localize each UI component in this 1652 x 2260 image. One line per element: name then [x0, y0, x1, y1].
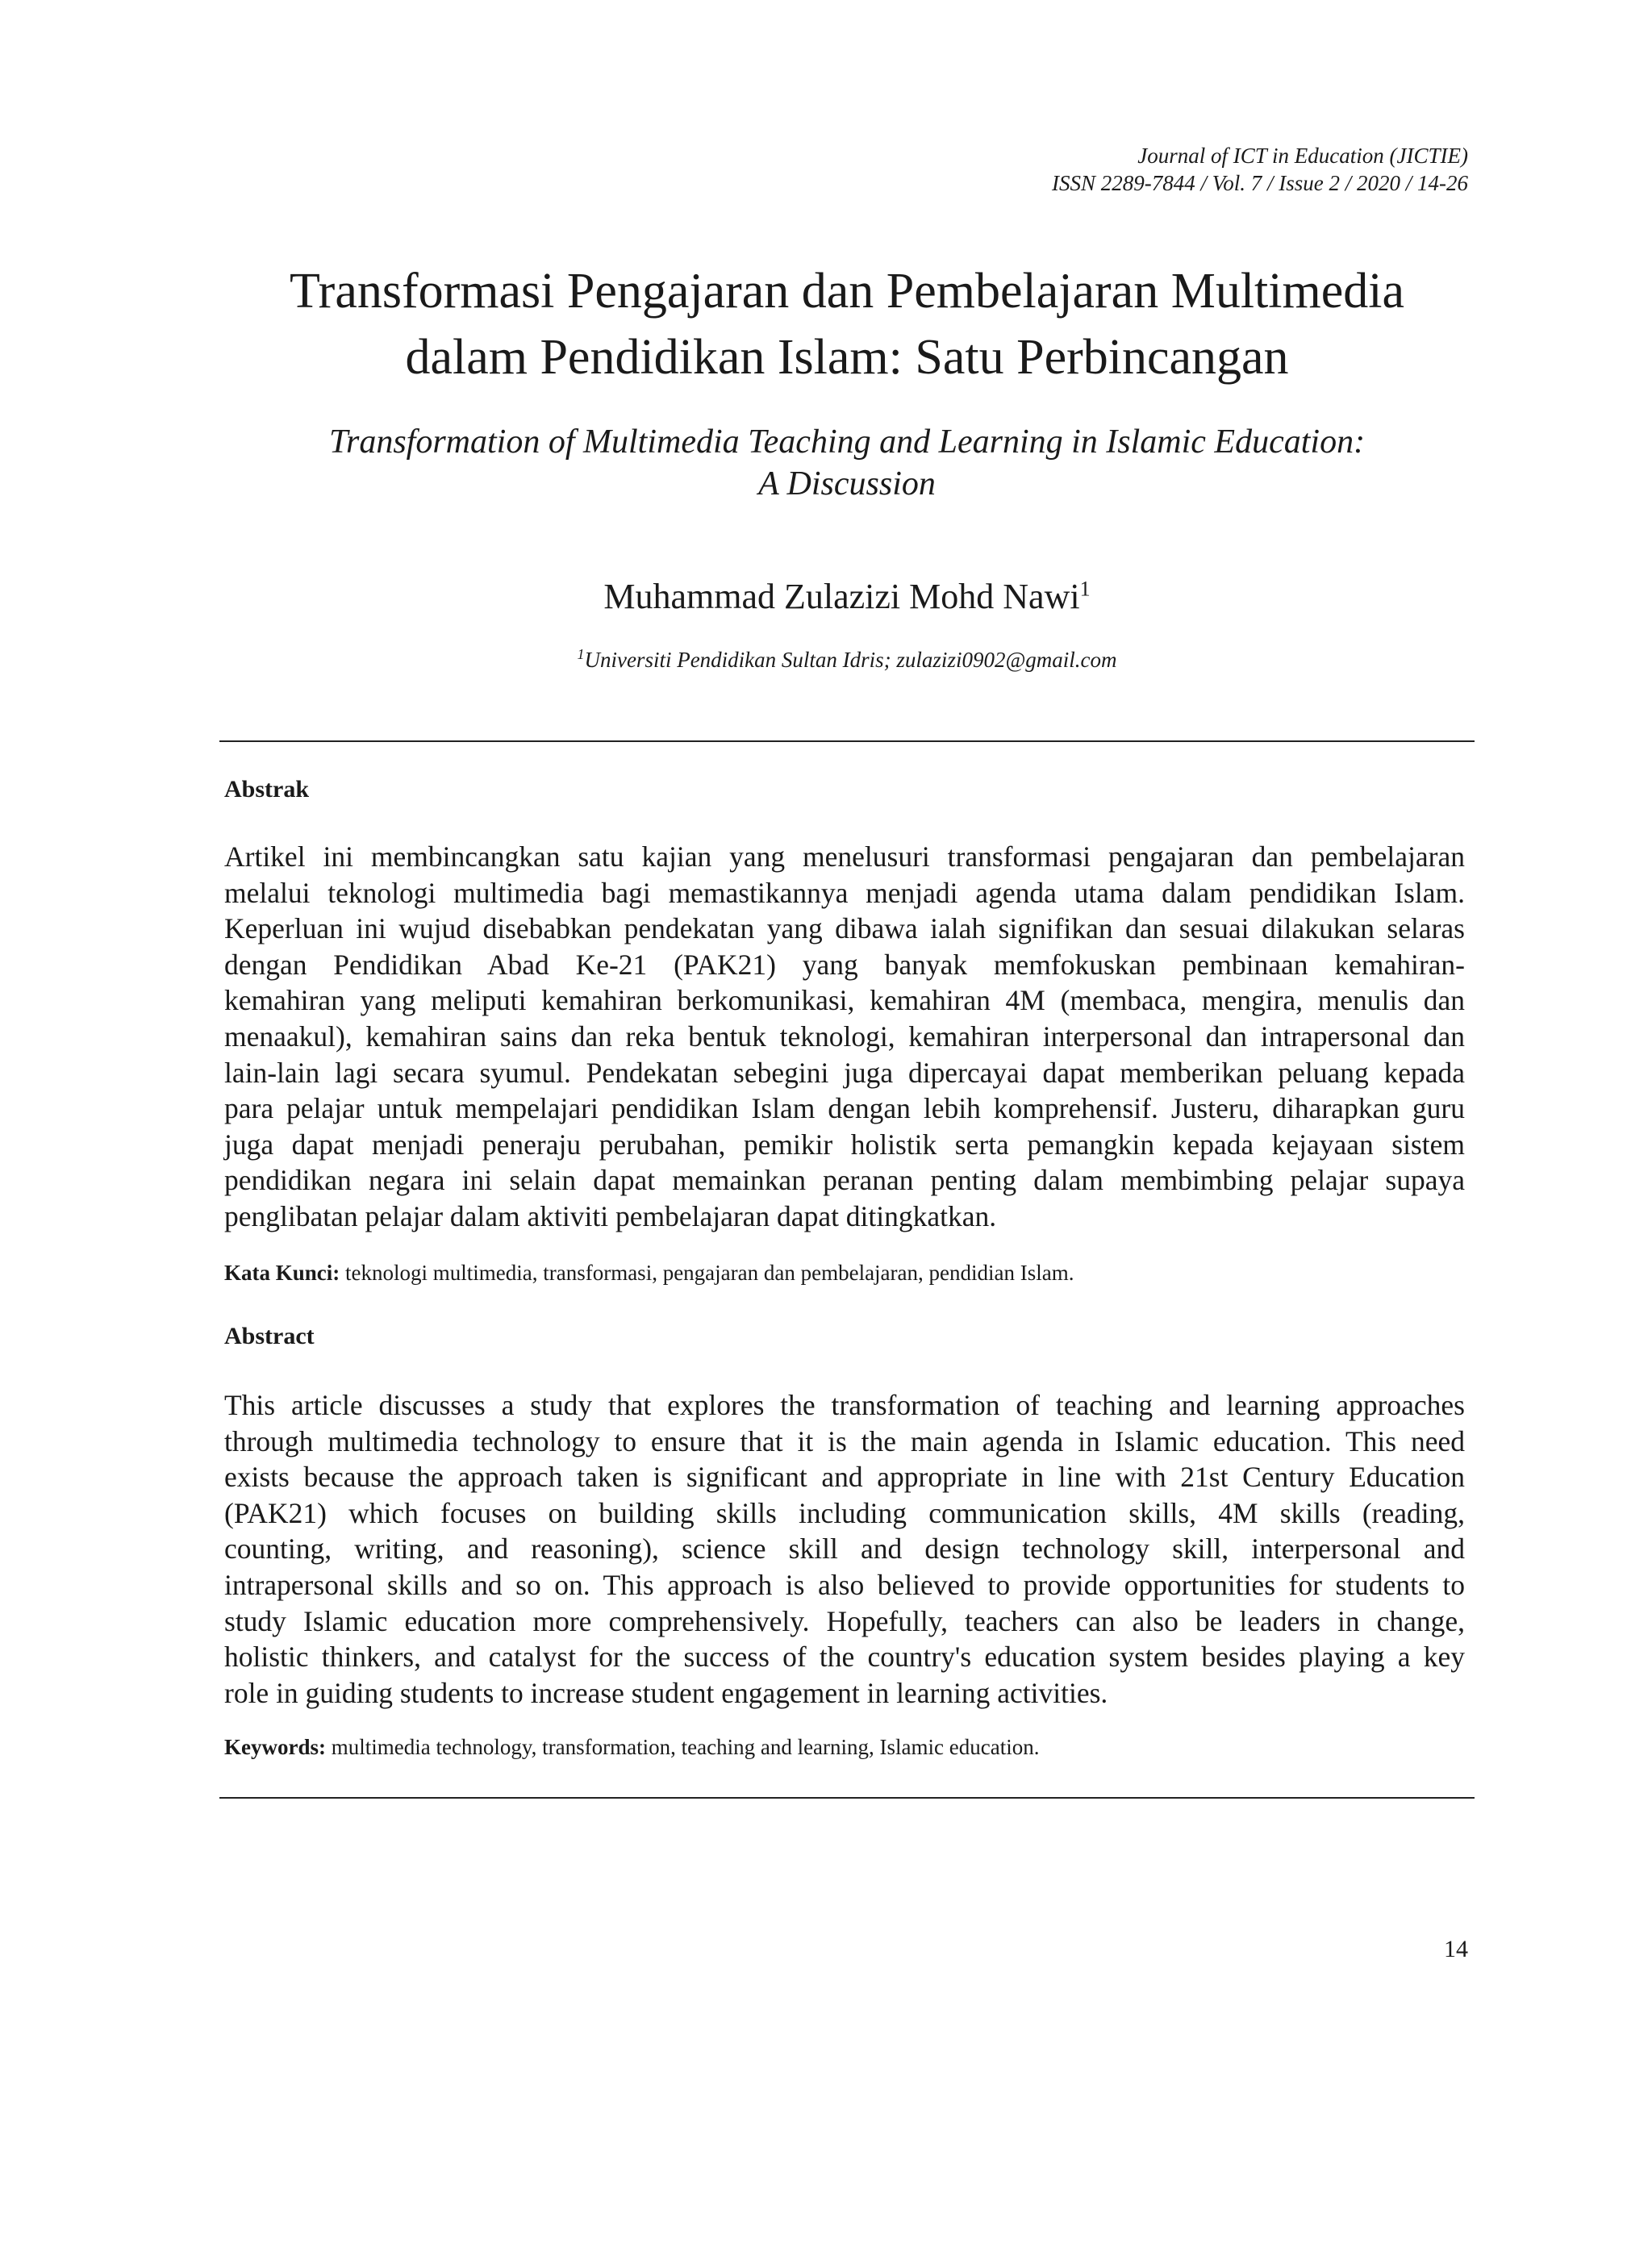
abstract-line: holistic thinkers, and catalyst for the success of the country's education system besides playing a key [224, 1641, 1465, 1674]
abstract-line: study Islamic education more comprehensively. Hopefully, teachers can also be leaders in change, [224, 1604, 1465, 1637]
kata-kunci-text: teknologi multimedia, transformasi, pengajaran dan pembelajaran, pendidian Islam. [340, 1261, 1074, 1285]
abstract-body [224, 1387, 1465, 1711]
keywords-line [224, 1733, 1039, 1762]
paper-subtitle-line-1: Transformation of Multimedia Teaching and Learning in Islamic Education: [328, 423, 1366, 461]
abstrak-line: dengan Pendidikan Abad Ke-21 (PAK21) yang banyak memfokuskan pembinaan kemahiran- [224, 948, 1465, 981]
kata-kunci-label: Kata Kunci: [224, 1261, 340, 1285]
abstrak-line: Keperluan ini wujud disebabkan pendekatan yang dibawa ialah signifikan dan sesuai dilakukan selaras [224, 912, 1465, 945]
author-line [219, 574, 1475, 619]
affiliation-marker: 1 [577, 646, 585, 662]
abstrak-line: lain-lain lagi secara syumul. Pendekatan sebegini juga dipercayai dapat memberikan peluang kepada [224, 1056, 1465, 1089]
abstract-line: intrapersonal skills and so on. This approach is also believed to provide opportunities for students to [224, 1568, 1465, 1601]
abstrak-line: kemahiran yang meliputi kemahiran berkomunikasi, kemahiran 4M (membaca, mengira, menulis dan [224, 984, 1465, 1017]
abstract-line: (PAK21) which focuses on building skills including communication skills, 4M skills (reading, [224, 1496, 1465, 1529]
bottom-divider [219, 1797, 1475, 1799]
page-number: 14 [1444, 1936, 1468, 1962]
top-divider [219, 740, 1475, 742]
journal-name: Journal of ICT in Education (JICTIE) [1137, 144, 1468, 168]
abstract-line: exists because the approach taken is significant and appropriate in line with 21st Century Education [224, 1461, 1465, 1494]
journal-issn-line: ISSN 2289-7844 / Vol. 7 / Issue 2 / 2020 / 14-26 [1052, 171, 1468, 195]
abstrak-line: menaakul), kemahiran sains dan reka bentuk teknologi, kemahiran interpersonal dan intrapersonal dan [224, 1020, 1465, 1053]
abstract-line: counting, writing, and reasoning), science skill and design technology skill, interpersonal and [224, 1532, 1465, 1566]
abstrak-heading: Abstrak [224, 776, 310, 803]
abstrak-line: juga dapat menjadi peneraju perubahan, pemikir holistik serta pemangkin kepada kejayaan sistem [224, 1128, 1465, 1161]
abstrak-body [224, 839, 1465, 1235]
author-affiliation [219, 645, 1475, 674]
paper-subtitle-line-2: A Discussion [758, 465, 936, 502]
abstract-heading: Abstract [224, 1323, 315, 1349]
paper-title-line-2: dalam Pendidikan Islam: Satu Perbincangan [405, 330, 1289, 385]
abstrak-line: para pelajar untuk mempelajari pendidikan Islam dengan lebih komprehensif. Justeru, diharapkan guru [224, 1092, 1465, 1125]
journal-header [1052, 142, 1468, 197]
keywords-text: multimedia technology, transformation, teaching and learning, Islamic education. [325, 1735, 1040, 1759]
abstract-line: through multimedia technology to ensure that it is the main agenda in Islamic education. This need [224, 1424, 1465, 1457]
abstrak-line: Artikel ini membincangkan satu kajian yang menelusuri transformasi pengajaran dan pembelajaran [224, 840, 1465, 873]
affiliation-text: Universiti Pendidikan Sultan Idris; zulazizi0902@gmail.com [584, 648, 1117, 672]
abstrak-line: melalui teknologi multimedia bagi memastikannya menjadi agenda utama dalam pendidikan Islam. [224, 876, 1465, 909]
paper-title [219, 258, 1475, 390]
keywords-label: Keywords: [224, 1735, 326, 1759]
kata-kunci-line [224, 1258, 1074, 1287]
abstrak-line: penglibatan pelajar dalam aktiviti pembelajaran dapat ditingkatkan. [224, 1199, 997, 1232]
author-name: Muhammad Zulazizi Mohd Nawi [603, 577, 1080, 616]
abstract-line: This article discusses a study that explores the transformation of teaching and learning approaches [224, 1389, 1465, 1421]
paper-title-line-1: Transformasi Pengajaran dan Pembelajaran Multimedia [289, 264, 1404, 319]
abstract-line: role in guiding students to increase student engagement in learning activities. [224, 1676, 1108, 1709]
abstrak-line: pendidikan negara ini selain dapat memainkan peranan penting dalam membimbing pelajar supaya [224, 1164, 1465, 1197]
author-marker: 1 [1079, 577, 1091, 601]
paper-subtitle [219, 421, 1475, 505]
